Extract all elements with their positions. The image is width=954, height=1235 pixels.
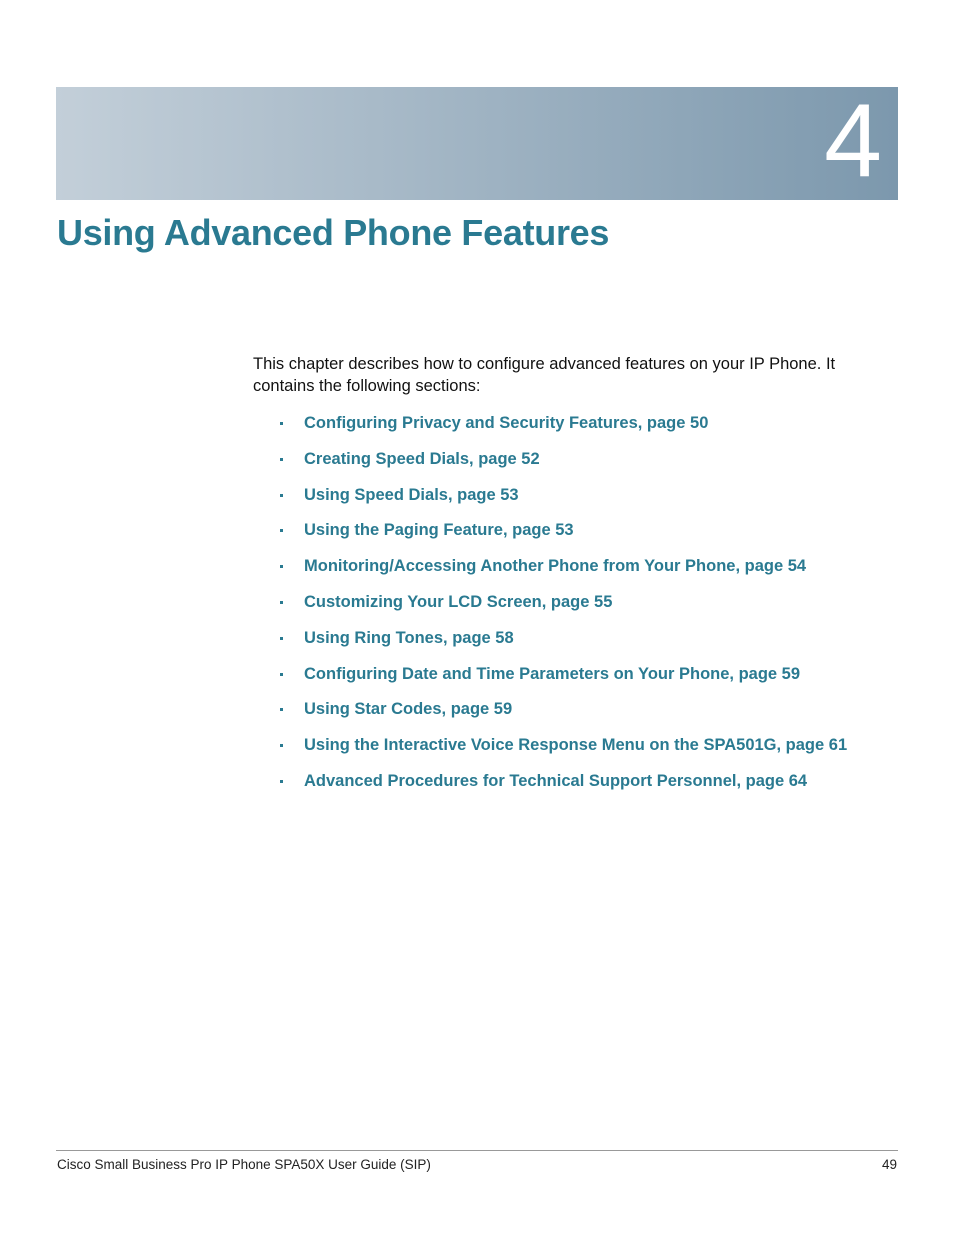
section-link[interactable]: Using Speed Dials, page 53 <box>304 485 519 504</box>
page-number: 49 <box>881 1157 897 1172</box>
section-link[interactable]: Creating Speed Dials, page 52 <box>304 449 540 468</box>
chapter-banner <box>56 83 898 200</box>
section-link[interactable]: Configuring Privacy and Security Features, page 50 <box>304 414 709 432</box>
chapter-title: Using Advanced Phone Features <box>57 212 610 253</box>
section-link[interactable]: Using the Paging Feature, page 53 <box>304 521 574 540</box>
chapter-number: 4 <box>824 83 882 199</box>
bullet-icon <box>280 565 283 568</box>
section-link[interactable]: Advanced Procedures for Technical Support Personnel, page 64 <box>304 771 808 790</box>
intro-paragraph: This chapter describes how to configure advanced features on your IP Phone. It contains the following sections: <box>253 355 836 395</box>
bullet-icon <box>280 458 283 461</box>
bullet-icon <box>280 673 283 676</box>
bullet-icon <box>280 708 283 711</box>
bullet-icon <box>280 601 283 604</box>
section-link[interactable]: Configuring Date and Time Parameters on Your Phone, page 59 <box>304 664 801 683</box>
footer-guide-title: Cisco Small Business Pro IP Phone SPA50X User Guide (SIP) <box>57 1157 431 1172</box>
section-link[interactable]: Using Ring Tones, page 58 <box>304 628 514 647</box>
bullet-icon <box>280 637 283 640</box>
bullet-icon <box>280 744 283 747</box>
bullet-icon <box>280 422 283 425</box>
section-link[interactable]: Using Star Codes, page 59 <box>304 700 513 719</box>
section-link[interactable]: Customizing Your LCD Screen, page 55 <box>304 592 613 611</box>
section-link[interactable]: Using the Interactive Voice Response Menu on the SPA501G, page 61 <box>304 736 848 755</box>
bullet-icon <box>280 494 283 497</box>
bullet-icon <box>280 529 283 532</box>
bullet-icon <box>280 780 283 783</box>
section-link[interactable]: Monitoring/Accessing Another Phone from Your Phone, page 54 <box>304 557 807 576</box>
footer-divider <box>56 1150 898 1151</box>
